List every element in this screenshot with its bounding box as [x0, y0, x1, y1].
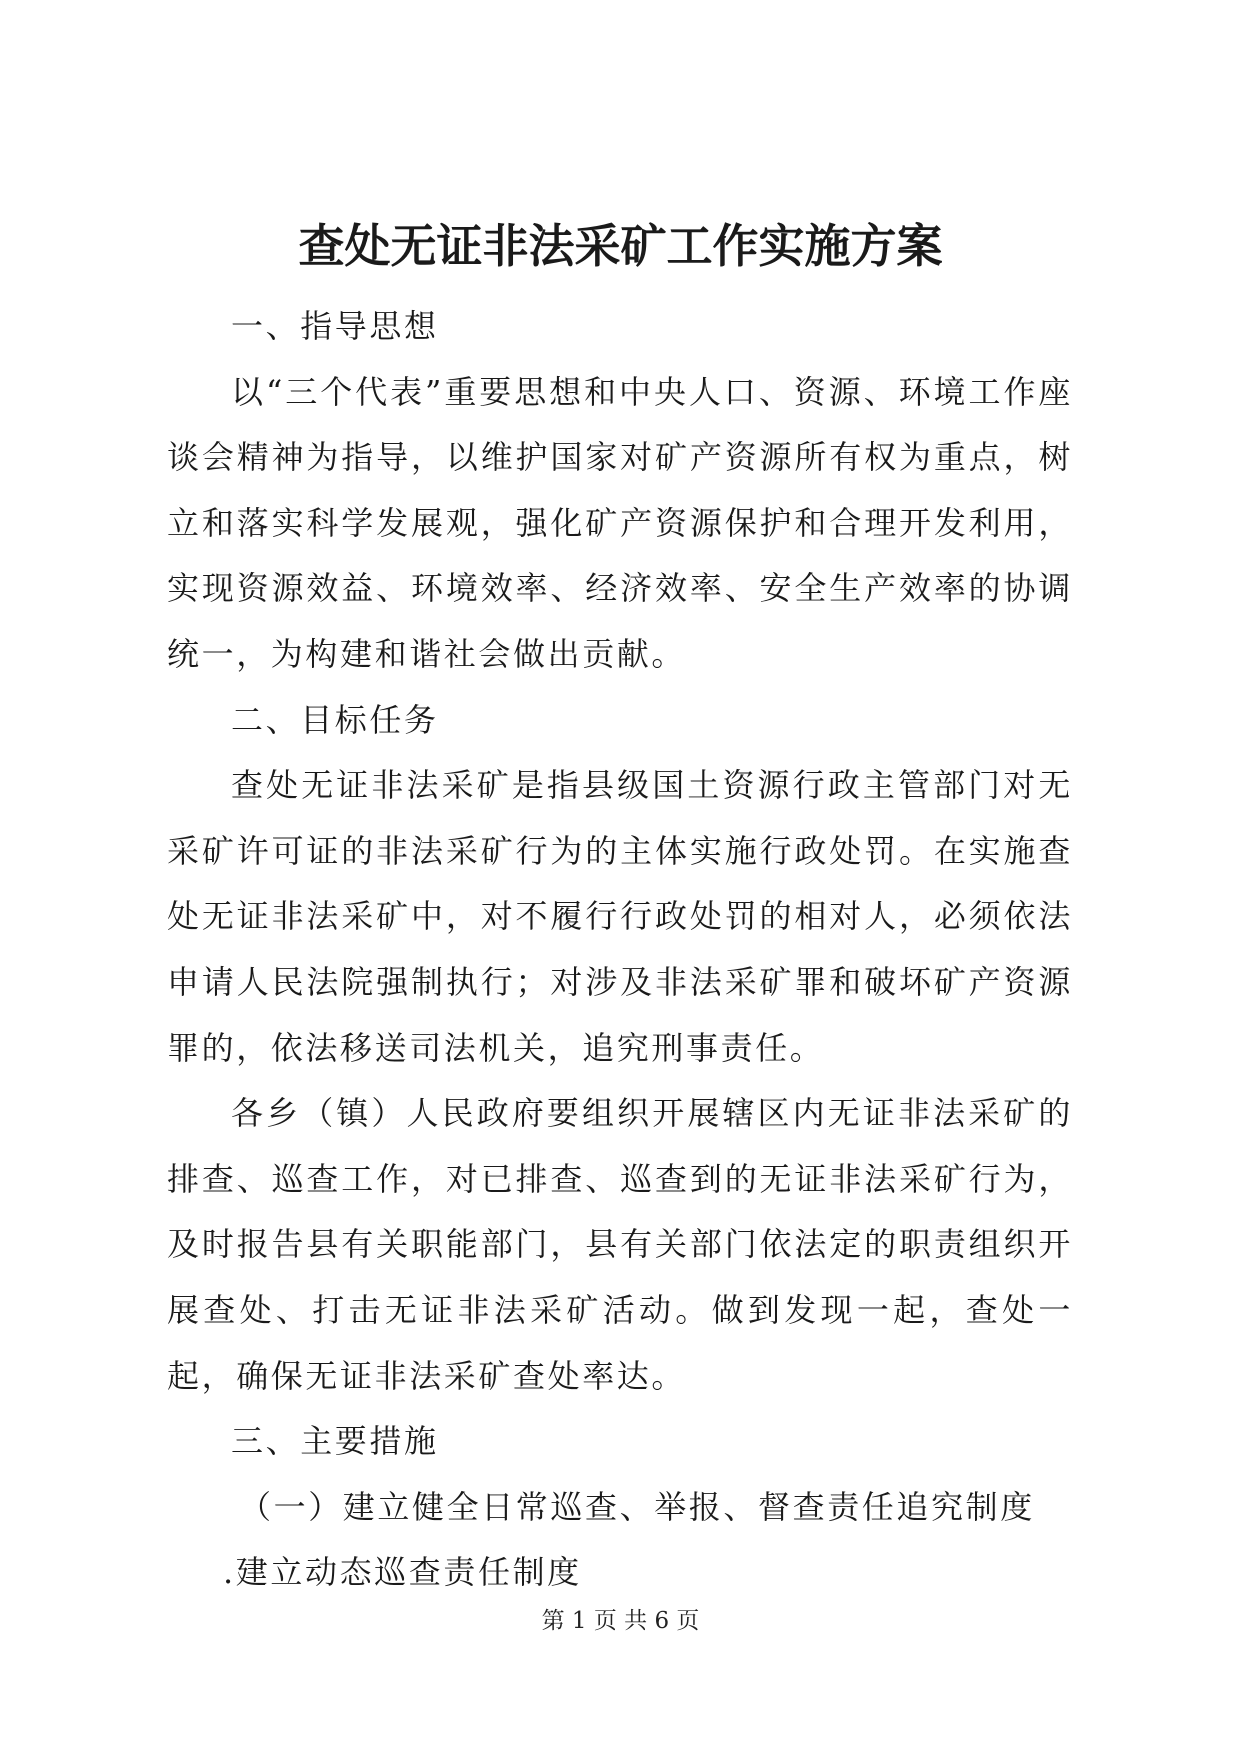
section-heading-main-measures: 三、主要措施 — [231, 1422, 439, 1461]
list-item-dynamic-patrol: .建立动态巡查责任制度 — [223, 1553, 582, 1592]
paragraph-guiding-ideology: 以“三个代表”重要思想和中央人口、资源、环境工作座谈会精神为指导，以维护国家对矿产资源所有权为重点，树立和落实科学发展观，强化矿产资源保护和合理开发利用，实现资源效益、环境效率、经济效率、安全生产效率的协调统一，为构建和谐社会做出贡献。 — [167, 372, 1073, 673]
document-body — [167, 294, 1073, 1606]
paragraph-goals-tasks-2: 各乡（镇）人民政府要组织开展辖区内无证非法采矿的排查、巡查工作，对已排查、巡查到的无证非法采矿行为，及时报告县有关职能部门，县有关部门依法定的职责组织开展查处、打击无证非法采矿活动。做到发现一起，查处一起，确保无证非法采矿查处率达。 — [167, 1094, 1073, 1395]
subsection-heading-inspection-system: （一）建立健全日常巡查、举报、督查责任追究制度 — [239, 1487, 1035, 1526]
section-heading-goals-tasks: 二、目标任务 — [231, 700, 439, 739]
paragraph-goals-tasks-1: 查处无证非法采矿是指县级国土资源行政主管部门对无采矿许可证的非法采矿行为的主体实施行政处罚。在实施查处无证非法采矿中，对不履行行政处罚的相对人，必须依法申请人民法院强制执行；对涉及非法采矿罪和破坏矿产资源罪的，依法移送司法机关，追究刑事责任。 — [167, 766, 1073, 1067]
section-heading-guiding-ideology: 一、指导思想 — [231, 307, 439, 345]
document-title: 查处无证非法采矿工作实施方案 — [298, 219, 943, 273]
page-footer: 第 1 页 共 6 页 — [541, 1608, 700, 1634]
